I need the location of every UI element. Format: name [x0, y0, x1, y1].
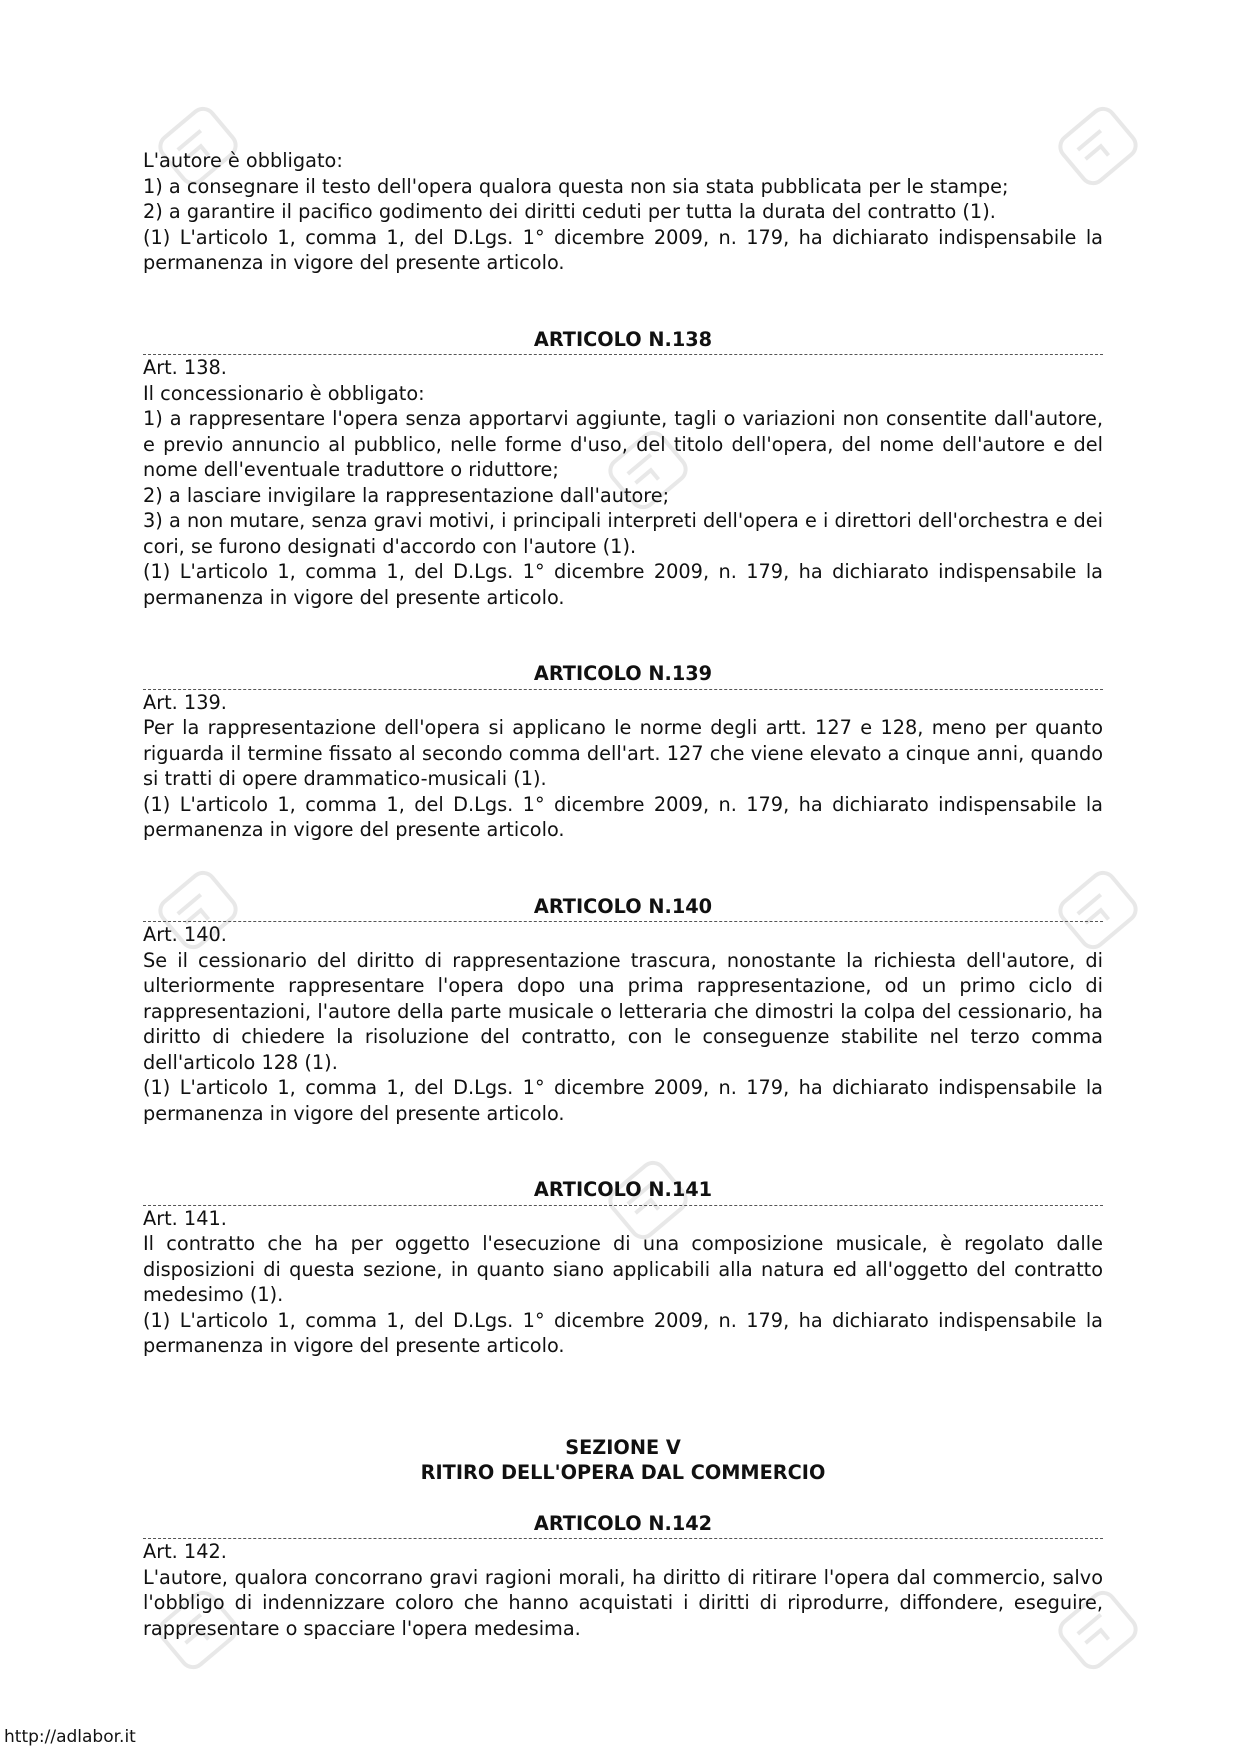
- section-title: SEZIONE V: [565, 1435, 681, 1459]
- article-footnote: (1) L'articolo 1, comma 1, del D.Lgs. 1° dicembre 2009, n. 179, ha dichiarato indispensabile la permanenza in vigore del presente articolo.: [143, 1308, 1103, 1357]
- article-text: Se il cessionario del diritto di rappresentazione trascura, nonostante la richiesta dell'autore, di ulteriormente rappresentare l'opera dopo una prima rappresentazione, od un primo ciclo di rappresentazioni, l'autore della parte musicale o letteraria che dimostri la colpa del cessionario, ha diritto di chiedere la risoluzione del contratto, con le conseguenze stabilite nel terzo comma dell'articolo 128 (1).: [143, 948, 1103, 1074]
- article-text: Il contratto che ha per oggetto l'esecuzione di una composizione musicale, è regolato dalle disposizioni di questa sezione, in quanto siano applicabili alla natura ed all'oggetto del contratto medesimo (1).: [143, 1232, 1103, 1306]
- article-140: [143, 894, 1103, 1127]
- article-142: [143, 1511, 1103, 1642]
- footer-url[interactable]: http://adlabor.it: [4, 1727, 136, 1747]
- article-text: Per la rappresentazione dell'opera si applicano le norme degli artt. 127 e 128, meno per quanto riguarda il termine fissato al secondo comma dell'art. 127 che viene elevato a cinque anni, quando si tratti di opere drammatico-musicali (1).: [143, 716, 1103, 790]
- article-heading: ARTICOLO N.142: [143, 1511, 1103, 1540]
- article-heading: ARTICOLO N.141: [143, 1177, 1103, 1206]
- article-footnote: (1) L'articolo 1, comma 1, del D.Lgs. 1° dicembre 2009, n. 179, ha dichiarato indispensabile la permanenza in vigore del presente articolo.: [143, 792, 1103, 841]
- article-number: Art. 139.: [143, 690, 227, 714]
- article-footnote: (1) L'articolo 1, comma 1, del D.Lgs. 1° dicembre 2009, n. 179, ha dichiarato indispensabile la permanenza in vigore del presente articolo.: [143, 560, 1103, 609]
- article-number: Art. 141.: [143, 1206, 227, 1230]
- intro-footnote: (1) L'articolo 1, comma 1, del D.Lgs. 1° dicembre 2009, n. 179, ha dichiarato indispensabile la permanenza in vigore del presente articolo.: [143, 225, 1103, 274]
- section-subtitle: RITIRO DELL'OPERA DAL COMMERCIO: [420, 1461, 826, 1484]
- intro-line: 2) a garantire il pacifico godimento dei diritti ceduti per tutta la durata del contratto (1).: [143, 200, 996, 223]
- article-heading: ARTICOLO N.138: [143, 327, 1103, 356]
- article-text: Il concessionario è obbligato:: [143, 381, 425, 405]
- article-text: L'autore, qualora concorrano gravi ragioni morali, ha diritto di ritirare l'opera dal commercio, salvo l'obbligo di indennizzare coloro che hanno acquistati i diritti di riprodurre, diffondere, eseguire, rappresentare o spacciare l'opera medesima.: [143, 1565, 1103, 1640]
- article-text: 3) a non mutare, senza gravi motivi, i principali interpreti dell'opera e i direttori dell'orchestra e dei cori, se furono designati d'accordo con l'autore (1).: [143, 509, 1103, 558]
- intro-block: [143, 148, 1103, 276]
- article-text: 1) a rappresentare l'opera senza apportarvi aggiunte, tagli o variazioni non consentite dall'autore, e previo annuncio al pubblico, nelle forme d'uso, del titolo dell'opera, del nome dell'autore e del nome dell'eventuale traduttore o riduttore;: [143, 407, 1103, 481]
- section-header: [143, 1435, 1103, 1486]
- article-138: [143, 327, 1103, 611]
- article-number: Art. 140.: [143, 923, 227, 946]
- article-text: 2) a lasciare invigilare la rappresentazione dall'autore;: [143, 483, 670, 507]
- article-heading: ARTICOLO N.140: [143, 894, 1103, 923]
- article-number: Art. 138.: [143, 356, 227, 379]
- intro-line: L'autore è obbligato:: [143, 149, 343, 172]
- document-body: [143, 148, 1103, 1641]
- article-footnote: (1) L'articolo 1, comma 1, del D.Lgs. 1° dicembre 2009, n. 179, ha dichiarato indispensabile la permanenza in vigore del presente articolo.: [143, 1076, 1103, 1125]
- article-number: Art. 142.: [143, 1540, 227, 1563]
- intro-line: 1) a consegnare il testo dell'opera qualora questa non sia stata pubblicata per le stampe;: [143, 174, 1009, 198]
- article-heading: ARTICOLO N.139: [143, 661, 1103, 690]
- article-141: [143, 1177, 1103, 1359]
- article-139: [143, 661, 1103, 843]
